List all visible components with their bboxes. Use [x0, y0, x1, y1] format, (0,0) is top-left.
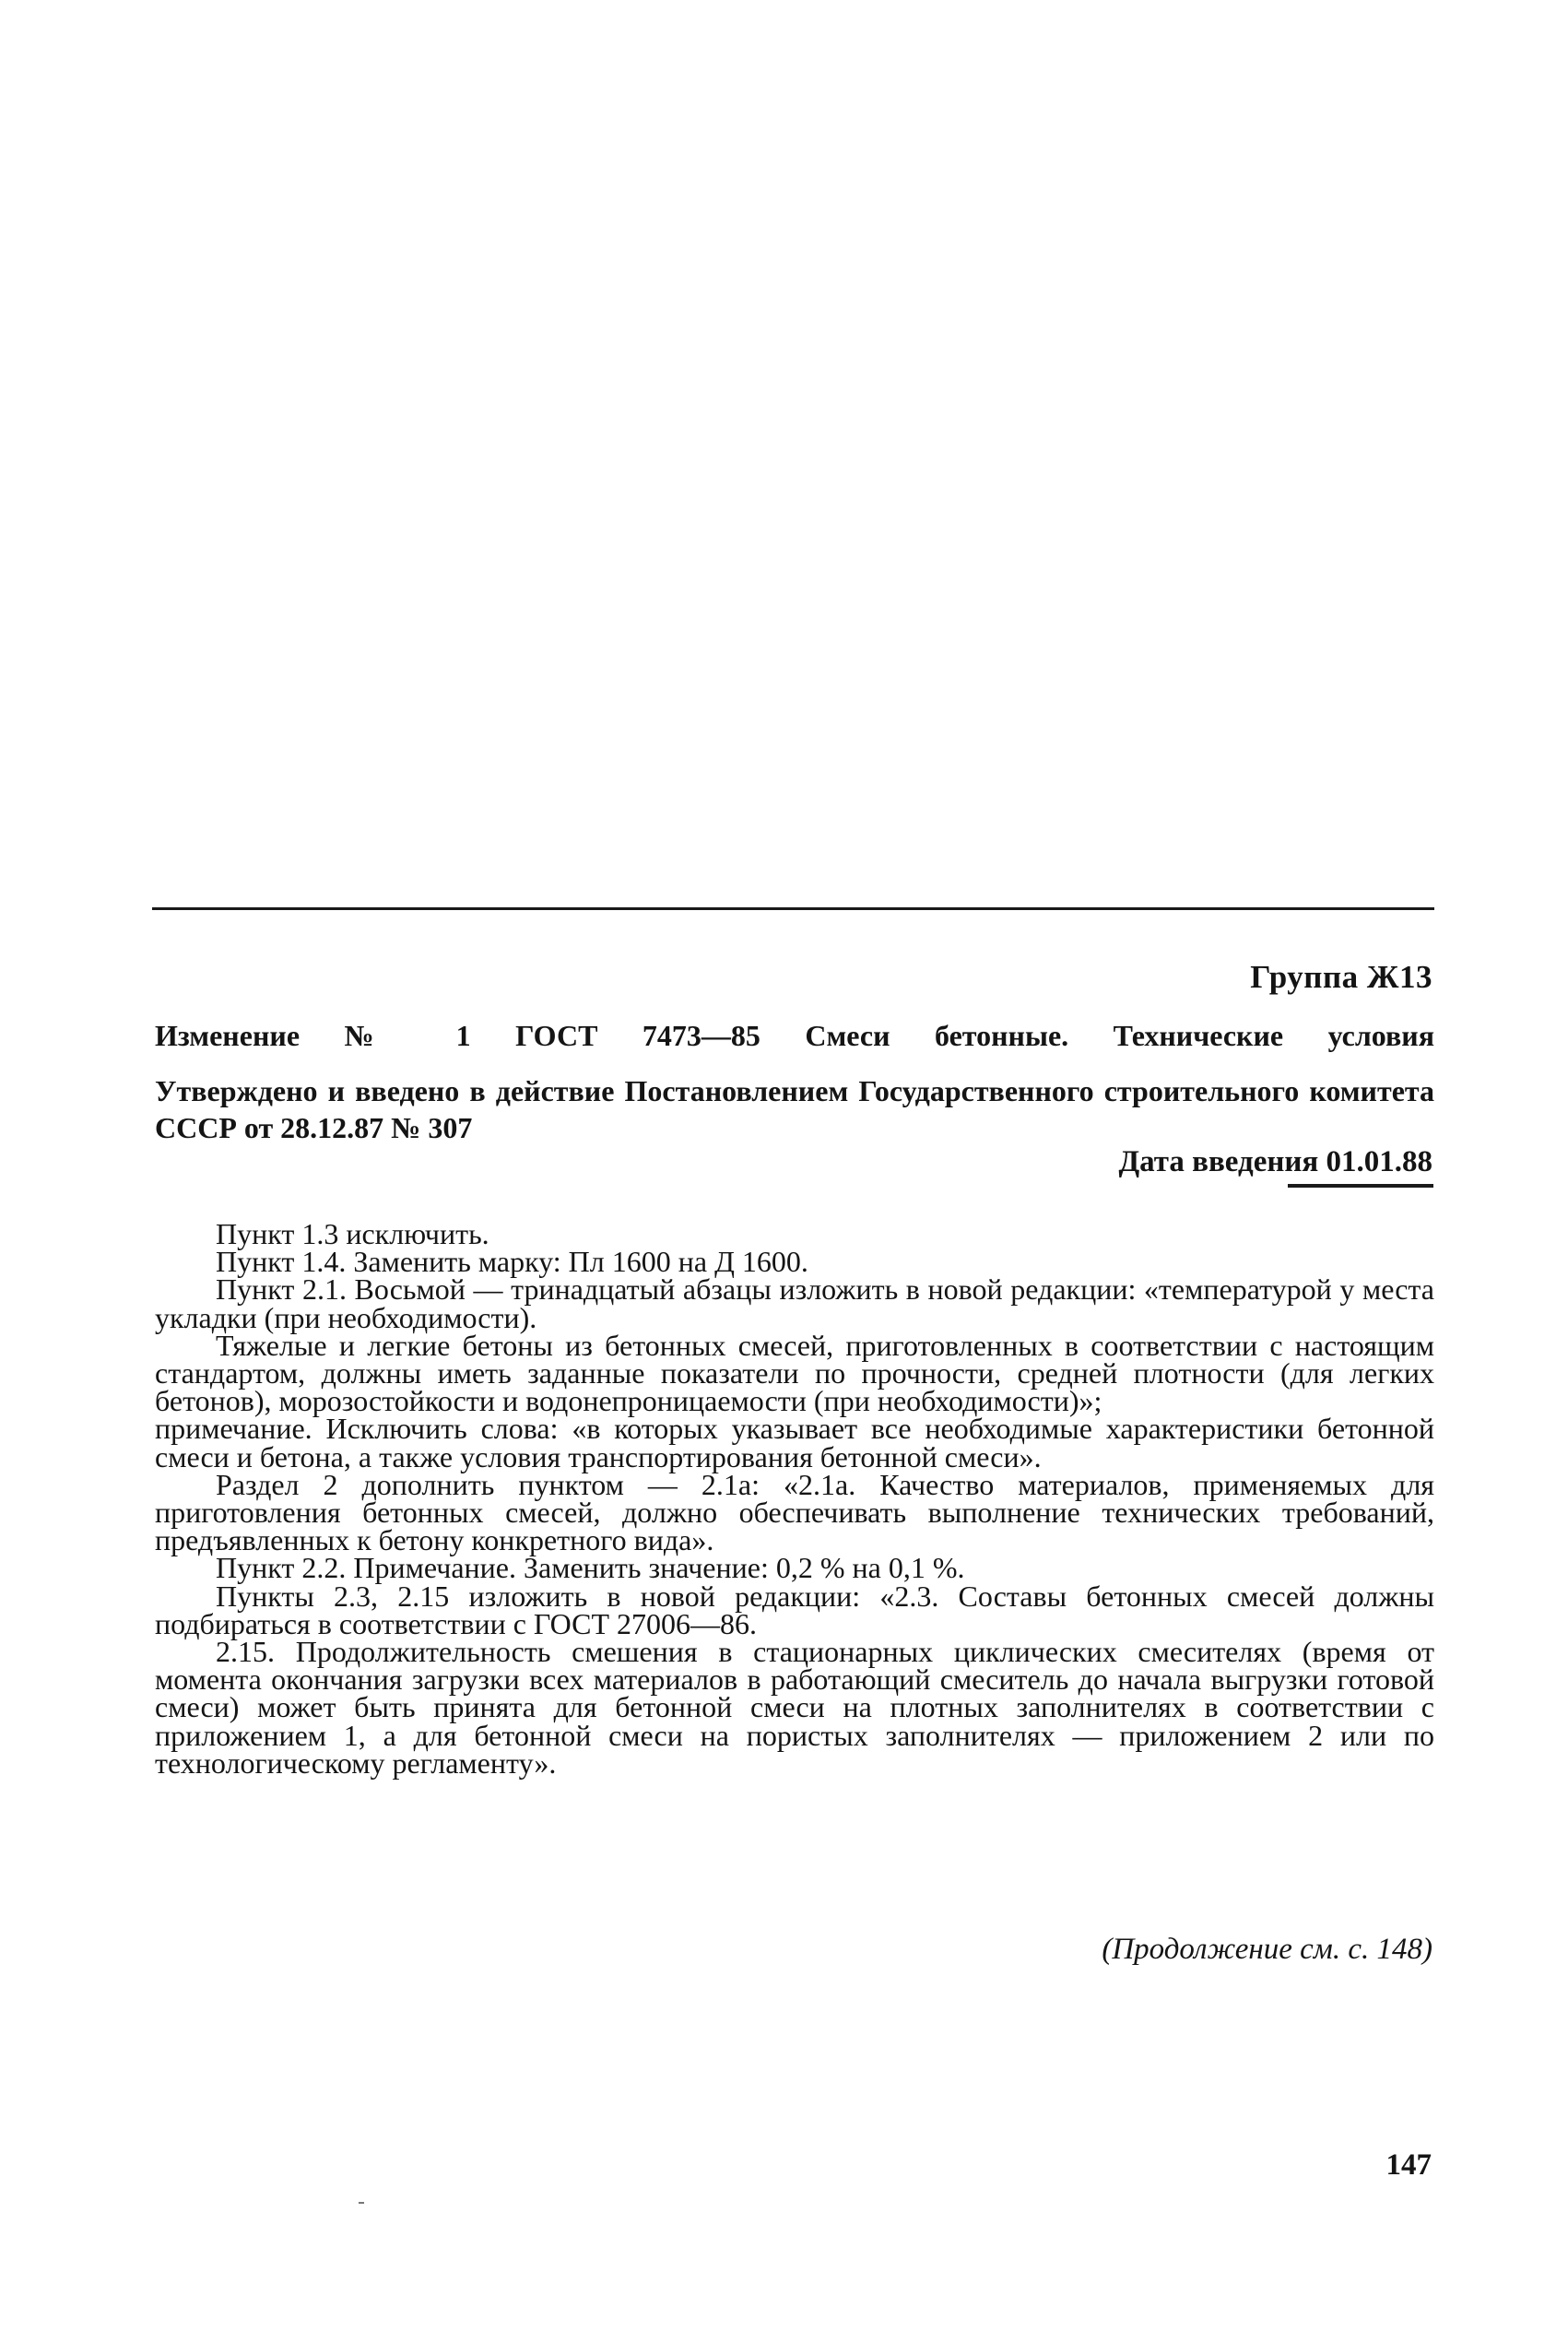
amendment-body	[155, 1217, 1434, 1780]
scan-speck	[359, 2202, 364, 2204]
introduction-date: Дата введения 01.01.88	[1118, 1145, 1432, 1178]
page-number: 147	[1385, 2148, 1432, 2182]
paragraph-item-1-4: Пункт 1.4. Заменить марку: Пл 1600 на Д 1600.	[216, 1245, 808, 1279]
top-divider	[152, 907, 1434, 910]
group-label: Группа Ж13	[1250, 959, 1432, 995]
continuation-note: (Продолжение см. с. 148)	[1102, 1933, 1432, 1966]
change-title: Изменение № 1 ГОСТ 7473—85 Смеси бетонные. Технические условия	[155, 1019, 1434, 1052]
paragraph-section-2-addition: Раздел 2 дополнить пунктом — 2.1а: «2.1а. Качество материалов, применяемых для приготовления бетонных смесей, должно обеспечивать выполнение технических требований, предъявленных к бетону конкретного вида».	[155, 1467, 1434, 1557]
approval-statement: Утверждено и введено в действие Постановлением Государственного строительного комитета СССР от 28.12.87 № 307	[155, 1074, 1434, 1144]
paragraph-item-2-1: Пункт 2.1. Восьмой — тринадцатый абзацы изложить в новой редакции: «температурой у места укладки (при необходимости).	[155, 1272, 1434, 1334]
paragraph-item-1-3: Пункт 1.3 исключить.	[216, 1217, 489, 1250]
paragraph-2-15: 2.15. Продолжительность смешения в стационарных циклических смесителях (время от момента окончания загрузки всех материалов в работающий смеситель до начала выгрузки готовой смеси) может быть принята для бетонной смеси на плотных заполнителях в соответствии с приложением 1, а для бетонной смеси на пористых заполнителях — приложением 2 или по технологическому регламенту».	[155, 1635, 1434, 1780]
paragraph-items-2-3-2-15: Пункты 2.3, 2.15 изложить в новой редакции: «2.3. Составы бетонных смесей должны подбираться в соответствии с ГОСТ 27006—86.	[155, 1579, 1434, 1640]
paragraph-note: примечание. Исключить слова: «в которых указывает все необходимые характеристики бетонной смеси и бетона, а также условия транспортирования бетонной смеси».	[155, 1412, 1434, 1473]
date-underline	[1288, 1184, 1433, 1188]
paragraph-item-2-2: Пункт 2.2. Примечание. Заменить значение: 0,2 % на 0,1 %.	[216, 1551, 965, 1585]
paragraph-heavy-light-concrete: Тяжелые и легкие бетоны из бетонных смесей, приготовленных в соответствии с настоящим стандартом, должны иметь заданные показатели по прочности, средней плотности (для легких бетонов), морозостойкости и водонепроницаемости (при необходимости)»;	[155, 1328, 1434, 1418]
